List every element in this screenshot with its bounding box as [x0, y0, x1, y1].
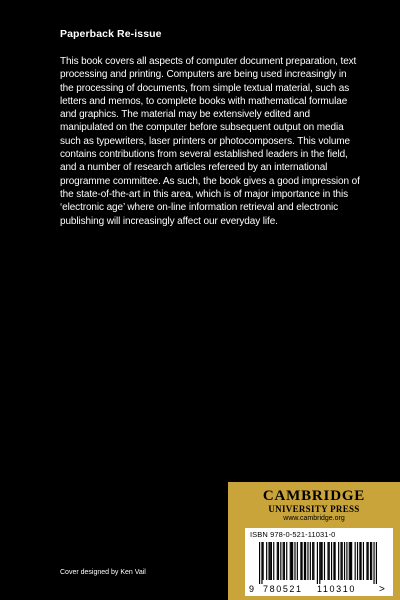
barcode-bar: [368, 542, 369, 580]
barcode-bar: [310, 542, 311, 580]
barcode-bar: [359, 542, 360, 580]
barcode-bar: [360, 542, 361, 580]
barcode-bar: [351, 542, 352, 580]
barcode-bar: [350, 542, 351, 580]
barcode-box: [245, 528, 393, 596]
barcode-bar: [363, 542, 364, 580]
barcode-bar: [305, 542, 306, 580]
barcode-bar: [292, 542, 293, 580]
barcode-end-mark: >: [379, 584, 385, 595]
barcode-bar: [297, 542, 298, 580]
barcode-bar: [300, 542, 301, 580]
barcode-bar: [283, 542, 284, 580]
barcode-bar: [290, 542, 291, 580]
isbn-label: ISBN 978-0-521-11031-0: [250, 530, 336, 539]
barcode-bar: [327, 542, 328, 580]
barcode-bar: [313, 542, 314, 580]
barcode-bar: [357, 542, 358, 580]
barcode-bar: [333, 542, 334, 580]
barcode-bar: [301, 542, 302, 580]
barcode-bar: [286, 542, 287, 580]
barcode-bar: [280, 542, 281, 580]
publisher-subname: UNIVERSITY PRESS: [268, 504, 360, 514]
barcode-bar: [320, 542, 321, 580]
barcode-bar: [277, 542, 278, 580]
barcode-bar: [346, 542, 347, 580]
barcode-bar: [307, 542, 308, 580]
cover-credit: Cover designed by Ken Vail: [60, 569, 146, 576]
barcode-bar: [270, 542, 271, 580]
barcode-bar: [349, 542, 350, 580]
barcode-bar: [340, 542, 341, 580]
barcode-bar: [324, 542, 325, 580]
barcode-bar: [322, 542, 323, 580]
barcode-bar: [304, 542, 305, 580]
book-description: This book covers all aspects of computer document preparation, text processing and printing. Computers are being used increasingly in the processing of documents, from simple textual material, such as letters and memos, to complete books with mathematical formulae and graphics. The material may be extensively edited and manipulated on the computer before subsequent output on media such as typewriters, laser printers or photocomposers. This volume contains contributions from several established leaders in the field, and a number of research articles refereed by an international programme committee. As such, the book gives a good impression of the state-of-the-art in this area, which is of major importance in this ‘electronic age’ where on-line information retrieval and electronic publishing will increasingly affect our everyday life.: [60, 56, 360, 227]
barcode-bar: [294, 542, 295, 580]
barcode-bar: [344, 542, 345, 580]
barcode-bar: [355, 542, 356, 580]
barcode-bar: [291, 542, 292, 580]
barcode-bar: [329, 542, 330, 580]
barcode-bar: [376, 542, 377, 584]
barcode-bar: [366, 542, 367, 580]
barcode-bar: [259, 542, 260, 584]
barcode-digits-right: 110310: [317, 584, 356, 594]
barcode-icon: [245, 540, 393, 596]
barcode-bar: [373, 542, 374, 584]
barcode-bar: [335, 542, 336, 580]
barcode-bar: [268, 542, 269, 580]
barcode-bar: [284, 542, 285, 580]
barcode-bar: [271, 542, 272, 580]
publisher-name: CAMBRIDGE: [262, 488, 366, 504]
barcode-bar: [266, 542, 267, 580]
barcode-digit-first: 9: [249, 584, 255, 594]
barcode-bar: [319, 542, 320, 584]
barcode-bar: [338, 542, 339, 580]
barcode-bar: [278, 542, 279, 580]
barcode-bar: [342, 542, 343, 580]
barcode-bar: [370, 542, 371, 580]
barcode-digits-left: 780521: [263, 584, 303, 594]
barcode-bar: [312, 542, 313, 580]
barcode-bar: [263, 542, 264, 580]
reissue-heading: Paperback Re-issue: [60, 28, 162, 40]
publisher-url: www.cambridge.org: [283, 515, 345, 522]
barcode-bar: [273, 542, 274, 580]
barcode-bar: [371, 542, 372, 580]
barcode-bar: [261, 542, 262, 584]
barcode-bar: [331, 542, 332, 580]
barcode-bar: [317, 542, 318, 584]
